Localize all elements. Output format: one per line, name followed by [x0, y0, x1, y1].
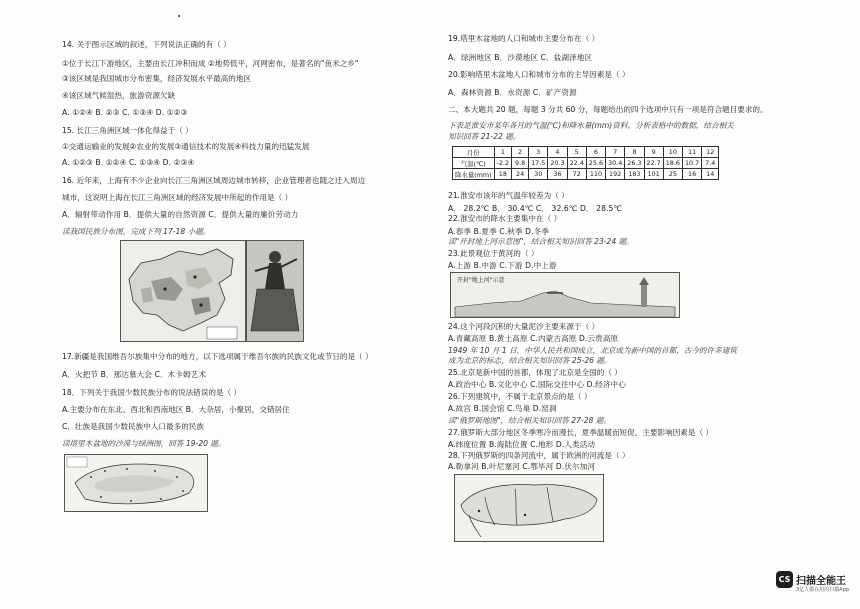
- ethnic-dancer-photo: [246, 240, 304, 342]
- scan-dot: [178, 15, 180, 17]
- q21-stem: 21.淮安市该年的气温年较差为（ ）: [448, 191, 569, 200]
- precipitation-cell: 16: [682, 169, 701, 180]
- q16-options: A．辐射带动作用 B．提供大量的自然资源 C．提供大量的廉价劳动力: [62, 210, 299, 219]
- q20-options: A．森林资源 B．水资源 C．矿产资源: [448, 88, 577, 97]
- q26-stem: 26.下列建筑中，不属于北京景点的是（ ）: [448, 392, 592, 401]
- precipitation-cell: 30: [529, 169, 548, 180]
- temperature-cell: 26.3: [625, 158, 644, 169]
- climate-table: [452, 146, 719, 180]
- month-cell: 4: [548, 147, 567, 158]
- month-cell: 6: [586, 147, 605, 158]
- precipitation-cell: 14: [702, 169, 719, 180]
- temperature-cell: 18.6: [663, 158, 682, 169]
- month-cell: 8: [625, 147, 644, 158]
- month-cell: 9: [644, 147, 663, 158]
- q14-statement-4: ④该区域气候湿热，旅游资源欠缺: [62, 91, 176, 100]
- q17-stem: 17.新疆是我国维吾尔族集中分布的地方，以下选项属于维吾尔族的民族文化或节日的是（ ）: [62, 352, 373, 361]
- table-row-precipitation: [453, 169, 719, 180]
- q26-options: A.故宫 B.国会馆 C.鸟巢 D.窑洞: [448, 404, 557, 413]
- q19-stem: 19.塔里木盆地的人口和城市主要分布在（ ）: [448, 34, 600, 43]
- camscanner-title: 扫描全能王: [796, 576, 846, 587]
- temperature-cell: 7.4: [702, 158, 719, 169]
- russia-map: [454, 474, 604, 542]
- table-row-month: [453, 147, 719, 158]
- temperature-cell: 30.4: [606, 158, 625, 169]
- kaifeng-river-diagram: [450, 272, 680, 318]
- q24-options: A.青藏高原 B.黄土高原 C.内蒙古高原 D.云贵高原: [448, 334, 619, 343]
- q14-statement-3: ③该区域是我国城市分布密集，经济发展水平最高的地区: [62, 74, 252, 83]
- temperature-cell: 17.5: [529, 158, 548, 169]
- temperature-cell: 25.6: [586, 158, 605, 169]
- q15-stem: 15. 长江三角洲区域一体化得益于（ ）: [62, 126, 193, 135]
- temperature-cell: 22.7: [644, 158, 663, 169]
- section-2-intro-1: 下表是淮安市某年各月的气温(℃)和降水量(mm)资料，分析表格中的数据，结合相关: [448, 121, 734, 130]
- beijing-intro-2: 成为北京的标志，结合相关知识回答 25-26 题。: [448, 356, 612, 365]
- camscanner-subtitle: 3亿人都在用的扫描App: [796, 587, 849, 593]
- temperature-cell: 20.3: [548, 158, 567, 169]
- read-russia-instruction: 读"俄罗斯地图"，结合相关知识回答 27-28 题。: [448, 416, 611, 425]
- q14-options: A. ①②④ B. ②③ C. ①③④ D. ①②③: [62, 108, 188, 117]
- q27-options: A.纬度位置 B.海陆位置 C.地形 D.人类活动: [448, 440, 596, 449]
- camscanner-logo-icon: CS: [776, 571, 793, 588]
- month-cell: 2: [512, 147, 529, 158]
- month-cell: 1: [494, 147, 511, 158]
- q25-stem: 25.北京是新中国的首都，体现了北京是全国的（ ）: [448, 368, 622, 377]
- precipitation-cell: 192: [606, 169, 625, 180]
- q27-stem: 27.俄罗斯大部分地区冬季寒冷而漫长，夏季温暖而短促，主要影响因素是（ ）: [448, 428, 714, 437]
- temperature-cell: 9.8: [512, 158, 529, 169]
- section-2-title: 二、本大题共 20 题，每题 3 分共 60 分，每题给出的四个选项中只有一项是符合题目要求的。: [448, 105, 768, 114]
- q14-stem: 14. 关于图示区域的叙述，下列说法正确的有（ ）: [62, 40, 231, 49]
- temperature-label: 气温(℃): [453, 158, 495, 169]
- q15-options: A. ①②③ B. ①②④ C. ①③④ D. ②③④: [62, 158, 195, 167]
- month-cell: 10: [663, 147, 682, 158]
- q20-stem: 20.影响塔里木盆地人口和城市分布的主导因素是（ ）: [448, 70, 630, 79]
- q14-statement-1: ①位于长江下游地区，主要由长江冲积而成 ②地势低平，河网密布，是著名的"鱼米之乡": [62, 59, 359, 68]
- temperature-cell: -2.2: [494, 158, 511, 169]
- q24-stem: 24.这个河段沉积的大量泥沙主要来源于（ ）: [448, 322, 600, 331]
- precipitation-cell: 101: [644, 169, 663, 180]
- q21-options: A． 28.2℃ B． 30.4℃ C． 32.6℃ D． 28.5℃: [448, 204, 623, 213]
- temperature-cell: 22.4: [567, 158, 586, 169]
- q18-options-ab: A.主要分布在东北、西北和西南地区 B．大杂居，小聚居，交错居住: [62, 405, 290, 414]
- q23-options: A.上游 B.中游 C.下游 D.中上游: [448, 261, 557, 270]
- section-2-intro-2: 知识回答 21-22 题。: [448, 132, 521, 141]
- month-cell: 3: [529, 147, 548, 158]
- month-cell: 12: [702, 147, 719, 158]
- precipitation-cell: 25: [663, 169, 682, 180]
- read-river-instruction: 读"开封地上河示意图"，结合相关知识回答 23-24 题。: [448, 237, 634, 246]
- precipitation-cell: 36: [548, 169, 567, 180]
- q18-stem: 18．下列关于我国少数民族分布的说法错误的是（ ）: [62, 388, 242, 397]
- q23-stem: 23.此景观位于黄河的（ ）: [448, 249, 539, 258]
- beijing-intro-1: 1949 年 10 月 1 日，中华人民共和国成立，北京成为新中国的首都，古今的许多建筑: [448, 346, 737, 355]
- table-row-temperature: [453, 158, 719, 169]
- month-cell: 7: [606, 147, 625, 158]
- q18-option-c: C．壮族是我国少数民族中人口最多的民族: [62, 422, 204, 431]
- q16-line-2: 城市，这说明上海在长江三角洲区域的经济发展中所起的作用是（ ）: [62, 193, 293, 202]
- precipitation-cell: 18: [494, 169, 511, 180]
- read-tarim-map-instruction: 读塔里木盆地的沙漠与绿洲图，回答 19-20 题。: [62, 439, 226, 448]
- q17-options: A．火把节 B．那达慕大会 C．木卡姆艺术: [62, 370, 207, 379]
- read-ethnic-map-instruction: 读我国民族分布图，完成下列 17-18 小题。: [62, 227, 211, 236]
- q16-line-1: 16. 近年来，上海有不少企业向长江三角洲区域周边城市转移，企业管理者也随之迁入周边: [62, 176, 366, 185]
- precipitation-cell: 24: [512, 169, 529, 180]
- temperature-cell: 10.7: [682, 158, 701, 169]
- q22-stem: 22.淮安市的降水主要集中在（ ）: [448, 214, 562, 223]
- q15-statements: ①交通运输业的发展②农业的发展③通信技术的发展④科技力量的迅猛发展: [62, 142, 310, 151]
- tarim-basin-map: [64, 454, 208, 512]
- q28-stem: 28.下列俄罗斯的四条河流中，属于欧洲的河流是（ ）: [448, 451, 630, 460]
- q25-options: A.政治中心 B.文化中心 C.国际交往中心 D.经济中心: [448, 380, 626, 389]
- q22-options: A.春季 B.夏季 C.秋季 D.冬季: [448, 227, 549, 236]
- month-label: 月份: [453, 147, 495, 158]
- precipitation-cell: 183: [625, 169, 644, 180]
- precipitation-cell: 72: [567, 169, 586, 180]
- precipitation-cell: 110: [586, 169, 605, 180]
- ethnic-distribution-map: [120, 240, 246, 342]
- q28-options: A.勒拿河 B.叶尼塞河 C.鄂毕河 D.伏尔加河: [448, 462, 596, 471]
- month-cell: 5: [567, 147, 586, 158]
- river-diagram-title: 开封"地上河"示意: [457, 277, 505, 284]
- q19-options: A．绿洲地区 B．沙漠地区 C．盐湖泽地区: [448, 53, 593, 62]
- month-cell: 11: [682, 147, 701, 158]
- precipitation-label: 降水量(mm): [453, 169, 495, 180]
